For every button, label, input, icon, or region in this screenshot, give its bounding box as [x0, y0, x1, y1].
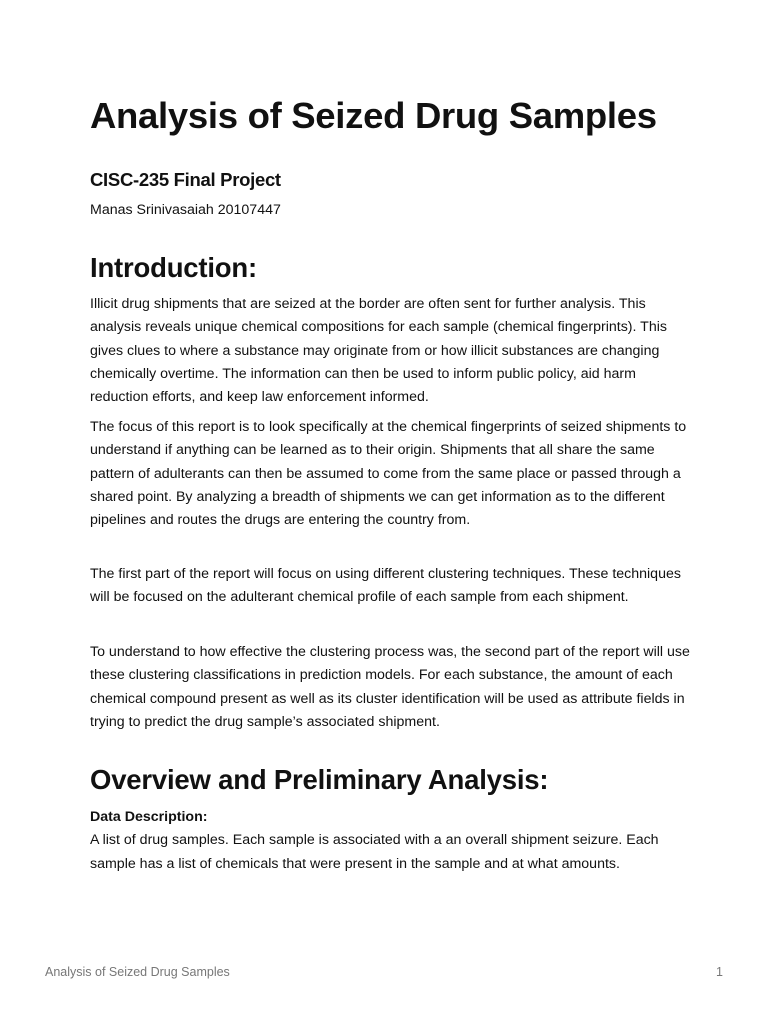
introduction-paragraph-3: The first part of the report will focus on using different clustering techniques. These techniques will be focused on the adulterant chemical profile of each sample from each shipment. — [90, 566, 681, 606]
introduction-paragraph-4: To understand to how effective the clustering process was, the second part of the report will use these clustering classifications in prediction models. For each substance, the amount of each chemical compound present as well as its cluster identification will be used as attribute fields in trying to predict the drug sample’s associated shipment. — [90, 644, 690, 730]
document-title: Analysis of Seized Drug Samples — [90, 95, 657, 136]
data-description-label: Data Description: — [90, 809, 208, 825]
footer-document-title: Analysis of Seized Drug Samples — [45, 965, 230, 979]
overview-heading: Overview and Preliminary Analysis: — [90, 764, 549, 795]
footer-page-number: 1 — [716, 965, 723, 979]
author-line: Manas Srinivasaiah 20107447 — [90, 202, 281, 218]
introduction-paragraph-2: The focus of this report is to look specifically at the chemical fingerprints of seized shipments to understand if anything can be learned as to their origin. Shipments that all share the same pattern of adulterants can then be assumed to come from the same place or passed through a shared point. By analyzing a breadth of shipments we can get information as to the different pipelines and routes the drugs are entering the country from. — [90, 419, 687, 529]
introduction-heading: Introduction: — [90, 252, 257, 283]
data-description-block — [90, 806, 690, 876]
data-description-text: A list of drug samples. Each sample is associated with a an overall shipment seizure. Each sample has a list of chemicals that were present in the sample and at what amounts. — [90, 832, 659, 872]
introduction-paragraph-1: Illicit drug shipments that are seized at the border are often sent for further analysis. This analysis reveals unique chemical compositions for each sample (chemical fingerprints). This gives clues to where a substance may originate from or how illicit substances are changing chemically overtime. The information can then be used to inform public policy, aid harm reduction efforts, and keep law enforcement informed. — [90, 296, 667, 406]
document-subtitle: CISC-235 Final Project — [90, 169, 281, 190]
